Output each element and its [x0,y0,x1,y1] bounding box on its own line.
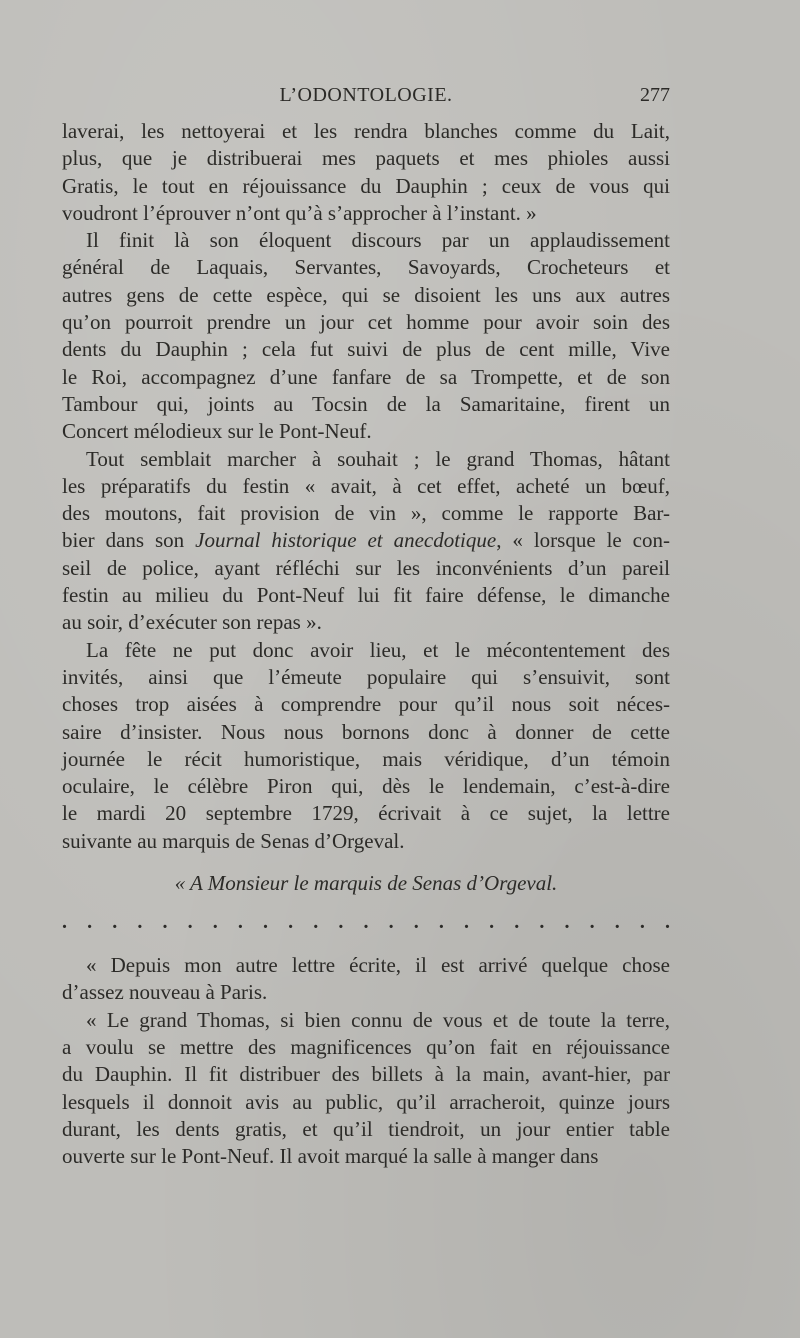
paragraph [62,446,670,637]
text-line: La fête ne put donc avoir lieu, et le mécontentement des [86,637,670,662]
text-line: journée le récit humoristique, mais véridique, d’un témoin [62,746,670,771]
text-line: du Dauphin. Il fit distribuer des billets à la main, avant-hier, par [62,1062,670,1087]
text-line: « Le grand Thomas, si bien connu de vous et de toute la terre, [86,1007,670,1032]
text-line: Gratis, le tout en réjouissance du Dauphin ; ceux de vous qui [62,173,670,198]
text-line: des moutons, fait provision de vin », comme le rapporte Bar- [62,501,670,526]
text-line: général de Laquais, Servantes, Savoyards, Crocheteurs et [62,255,670,280]
paragraph [62,118,670,227]
body-text [62,118,670,1170]
text-line: d’assez nouveau à Paris. [62,980,268,1005]
text-line: a voulu se mettre des magnificences qu’on fait en réjouissance [62,1034,670,1059]
running-title: L’ODONTOLOGIE. [279,84,453,106]
main-paragraphs [62,118,670,855]
journal-title: Journal historique et anecdotique [195,528,497,553]
text-line: Tambour qui, joints au Tocsin de la Samaritaine, firent un [62,391,670,416]
text-line: suivante au marquis de Senas d’Orgeval. [62,828,405,853]
letter-paragraphs [62,952,670,1170]
paragraph [62,952,670,1007]
text-line: plus, que je distribuerai mes paquets et mes phioles aussi [62,146,670,171]
text-line: durant, les dents gratis, et qu’il tiendroit, un jour entier table [62,1116,670,1141]
text-line: le Roi, accompagnez d’une fanfare de sa Trompette, et de son [62,364,670,389]
text-line: Tout semblait marcher à souhait ; le grand Thomas, hâtant [86,446,670,471]
page-number: 277 [640,84,670,106]
text-line: bier dans son Journal historique et anecdotique, « lorsque le con- [62,528,670,553]
text-line: festin au milieu du Pont-Neuf lui fit faire défense, le dimanche [62,583,670,608]
paragraph [62,1007,670,1171]
paragraph [62,227,670,445]
text-line: dents du Dauphin ; cela fut suivi de plus de cent mille, Vive [62,337,670,362]
running-head [62,80,670,110]
text-line: oculaire, le célèbre Piron qui, dès le lendemain, c’est-à-dire [62,774,670,799]
text-line: invités, ainsi que l’émeute populaire qui s’ensuivit, sont [62,664,670,689]
text-line: lesquels il donnoit avis au public, qu’il arracheroit, quinze jours [62,1089,670,1114]
text-line: choses trop aisées à comprendre pour qu’il nous soit néces- [62,692,670,717]
ellipsis-rule: . . . . . . . . . . . . . . . . . . . . . . . . . [62,911,670,934]
text-line: Concert mélodieux sur le Pont-Neuf. [62,419,372,444]
paragraph [62,637,670,855]
text-line: Il finit là son éloquent discours par un applaudissement [86,228,670,253]
text-line: les préparatifs du festin « avait, à cet effet, acheté un bœuf, [62,473,670,498]
text-line: ouverte sur le Pont-Neuf. Il avoit marqué la salle à manger dans [62,1144,599,1169]
text-line: voudront l’éprouver n’ont qu’à s’approcher à l’instant. » [62,200,537,225]
text-line: « Depuis mon autre lettre écrite, il est arrivé quelque chose [86,953,670,978]
letter-heading: « A Monsieur le marquis de Senas d’Orgeval. [174,871,558,896]
text-line: au soir, d’exécuter son repas ». [62,610,322,635]
text-line: laverai, les nettoyerai et les rendra blanches comme du Lait, [62,119,670,143]
text-line: saire d’insister. Nous nous bornons donc à donner de cette [62,719,670,744]
text-line: qu’on pourroit prendre un jour cet homme pour avoir soin des [62,310,670,335]
text-line: seil de police, ayant réfléchi sur les inconvénients d’un pareil [62,555,670,580]
text-line: autres gens de cette espèce, qui se disoient les uns aux autres [62,282,670,307]
text-line: le mardi 20 septembre 1729, écrivait à ce sujet, la lettre [62,801,670,826]
